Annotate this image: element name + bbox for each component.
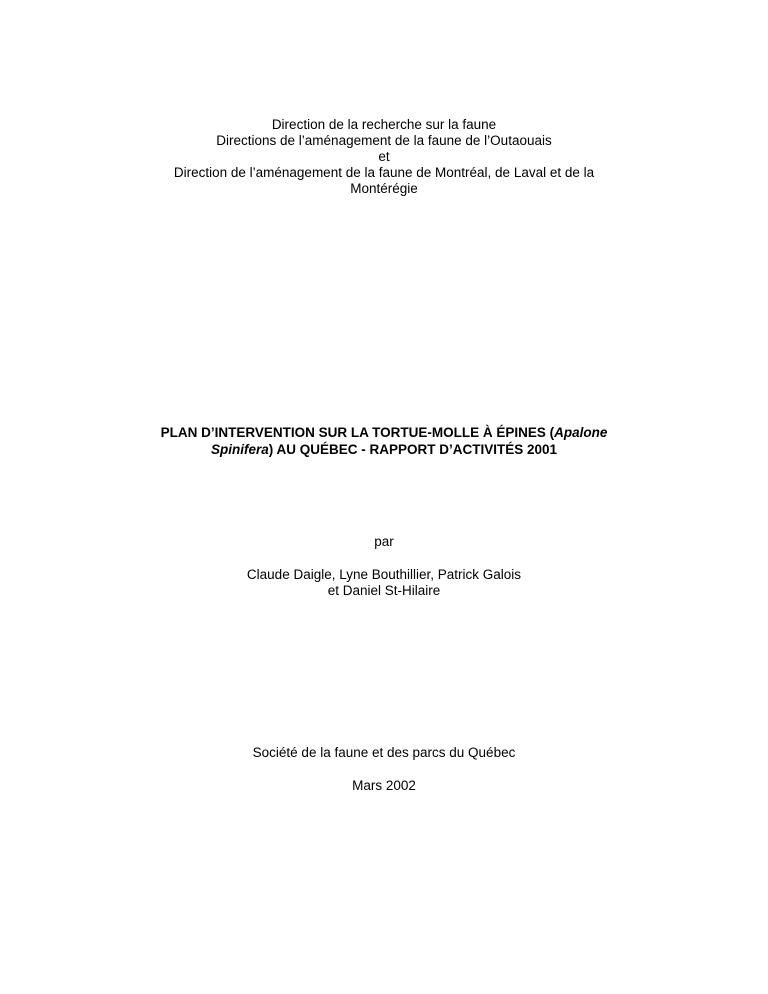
title-species-name: Spinifera [210, 442, 269, 457]
publisher-organization: Société de la faune et des parcs du Québec [252, 745, 516, 760]
report-title-line-1 [0, 424, 768, 441]
header-line-1: Direction de la recherche sur la faune [271, 117, 497, 132]
title-text-1: PLAN D’INTERVENTION SUR LA TORTUE-MOLLE À ÉPINES ( [160, 425, 555, 440]
header-line-3: et [378, 149, 390, 164]
header-line-5: Montérégie [350, 181, 418, 196]
publication-date: Mars 2002 [352, 778, 416, 793]
title-text-2: ) AU QUÉBEC - RAPPORT D’ACTIVITÉS 2001 [268, 442, 558, 457]
report-title [0, 424, 768, 458]
header-directions [0, 117, 768, 197]
authors-line-1: Claude Daigle, Lyne Bouthillier, Patrick Galois [246, 567, 522, 582]
header-line-2: Directions de l’aménagement de la faune de l’Outaouais [216, 133, 552, 148]
authors-line-2: et Daniel St-Hilaire [327, 583, 441, 598]
by-label: par [374, 534, 394, 549]
authors [0, 567, 768, 599]
report-title-line-2 [0, 441, 768, 458]
title-species-genus: Apalone [554, 425, 608, 440]
header-line-4: Direction de l’aménagement de la faune de Montréal, de Laval et de la [173, 165, 595, 180]
